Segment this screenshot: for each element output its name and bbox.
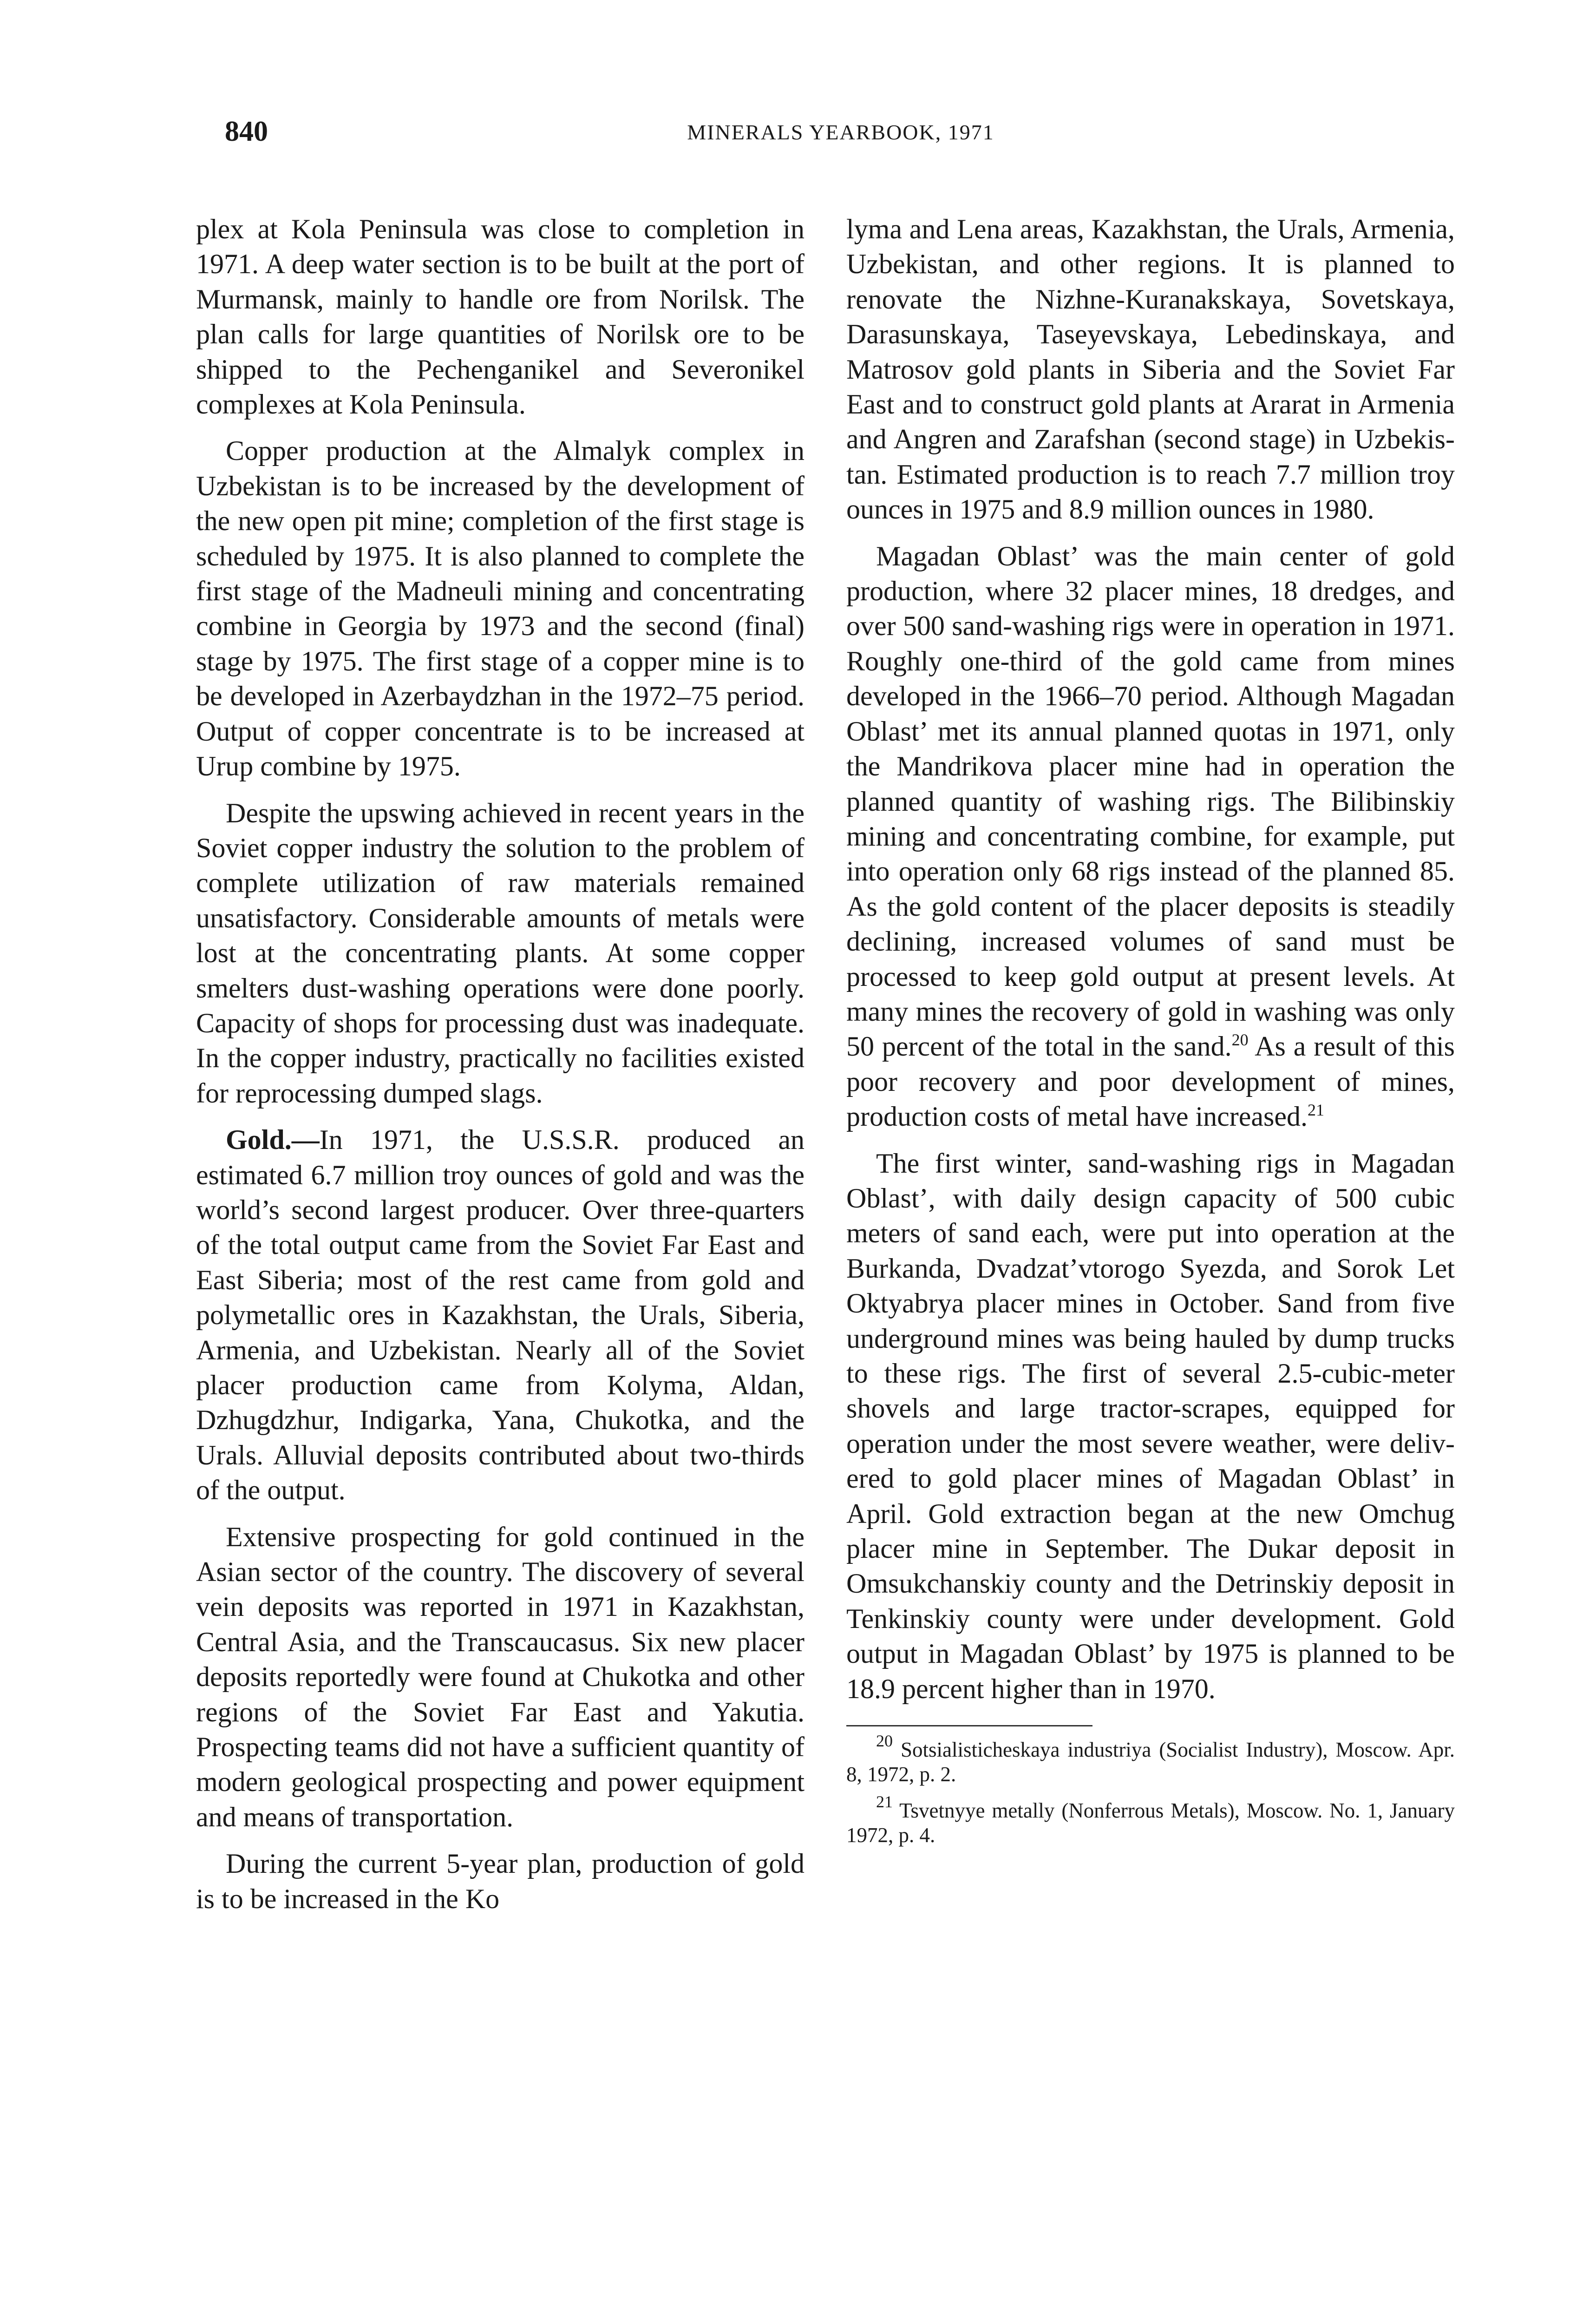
paragraph: The first winter, sand-washing rigs in Magadan Oblast’, with daily design capacity of 500 cubic meters of sand each, were put into operation at the Burkanda, Dvadzat’vtorogo Syezda, and Sorok Let Oktyabrya placer mines in October. Sand from five underground mines was being hauled by dump trucks to these rigs. The first of several 2.5-cubic-meter shovels and large tractor-scrapes, equipped for operation under the most severe weather, were delivered to gold placer mines of Magadan Oblast’ in April. Gold extraction began at the new Omchug placer mine in September. The Dukar deposit in Omsukchanskiy county and the Detrinskiy deposit in Tenkinskiy county were under development. Gold output in Magadan Oblast’ by 1975 is planned to be 18.9 percent higher than in 1970. [846, 1148, 1455, 1704]
footnote-ref: 21 [1308, 1101, 1324, 1120]
paragraph-gold [196, 1122, 805, 1508]
footnotes [846, 1732, 1455, 1848]
footnote [846, 1792, 1455, 1848]
paragraph [846, 539, 1455, 1135]
left-column [196, 212, 805, 1928]
paragraph: plex at Kola Peninsula was close to completion in 1971. A deep water section is to be built at the port of Murmansk, mainly to handle ore from Norilsk. The plan calls for large quantities of Norilsk ore to be shipped to the Pechenganikel and Severonikel complexes at Kola Peninsula. [196, 214, 805, 420]
paragraph-text: As a result of this poor recovery and poor development of mines, production costs of metal have increased. [846, 1031, 1455, 1132]
paragraph: Extensive prospecting for gold continued in the Asian sector of the country. The discovery of several vein deposits was reported in 1971 in Kazakhstan, Central Asia, and the Transcaucasus. Six new placer deposits reportedly were found at Chukotka and other regions of the Soviet Far East and Yakutia. Prospecting teams did not have a sufficient quantity of modern geological prospecting and power equipment and means of transportation. [196, 1521, 805, 1832]
footnote-ref: 20 [1231, 1030, 1249, 1050]
section-heading-gold: Gold.— [226, 1124, 320, 1155]
footnote [846, 1732, 1455, 1787]
paragraph-text: In 1971, the U.S.S.R. produced an estimated 6.7 million troy ounces of gold and was the world’s second largest producer. Over three-quarters of the total output came from the Soviet Far East and East Siberia; most of the rest came from gold and polymetallic ores in Kazakhstan, the Urals, Siberia, Armenia, and Uzbekistan. Nearly all of the Soviet placer production came from Kolyma, Aldan, Dzhugdzhur, Indigarka, Yana, Chukotka, and the Urals. Alluvial deposits contributed about two-thirds of the output. [196, 1124, 805, 1506]
page-number: 840 [225, 116, 268, 147]
footnote-text: Sotsialisticheskaya industriya (Socialist Industry), Moscow. Apr. 8, 1972, p. 2. [846, 1738, 1455, 1786]
footnote-number: 21 [876, 1792, 893, 1811]
footnote-text: Tsvetnyye metally (Nonferrous Metals), Moscow. No. 1, January 1972, p. 4. [846, 1799, 1455, 1847]
paragraph-text: Magadan Oblast’ was the main center of gold production, where 32 placer mines, 18 dredges, and over 500 sand-washing rigs were in operation in 1971. Roughly one-third of the gold came from mines developed in the 1966–70 period. Although Magadan Oblast’ met its annual planned quotas in 1971, only the Mandrikova placer mine had in operation the planned quantity of washing rigs. The Bilibinskiy mining and concentrating combine, for example, put into operation only 68 rigs instead of the planned 85. As the gold content of the placer deposits is steadily declining, increased volumes of sand must be processed to keep gold output at present levels. At many mines the recovery of gold in washing was only 50 percent of the total in the sand. [846, 540, 1455, 1062]
paragraph: During the current 5-year plan, production of gold is to be increased in the Ko [196, 1848, 805, 1914]
right-column [846, 212, 1455, 1859]
paragraph: lyma and Lena areas, Kazakhstan, the Urals, Armenia, Uzbekistan, and other regions. It is planned to renovate the Nizhne-Kuranakskaya, Sovetskaya, Darasunskaya, Taseyevskaya, Lebedinskaya, and Matrosov gold plants in Siberia and the Soviet Far East and to construct gold plants at Ararat in Armenia and Angren and Zarafshan (second stage) in Uzbekistan. Estimated production is to reach 7.7 million troy ounces in 1975 and 8.9 million ounces in 1980. [846, 214, 1455, 525]
paragraph: Despite the upswing achieved in recent years in the Soviet copper industry the solution to the problem of complete utilization of raw materials remained unsatisfactory. Considerable amounts of metals were lost at the concentrating plants. At some copper smelters dust-washing operations were done poorly. Capacity of shops for processing dust was inadequate. In the copper industry, practically no facilities existed for reprocessing dumped slags. [196, 797, 805, 1109]
running-title: MINERALS YEARBOOK, 1971 [687, 120, 994, 144]
footnote-number: 20 [876, 1732, 893, 1751]
paragraph: Copper production at the Almalyk complex in Uzbekistan is to be increased by the development of the new open pit mine; completion of the first stage is scheduled by 1975. It is also planned to complete the first stage of the Madneuli mining and concentrating combine in Georgia by 1973 and the second (final) stage by 1975. The first stage of a copper mine is to be developed in Azerbaydzhan in the 1972–75 period. Output of copper concentrate is to be increased at Urup combine by 1975. [196, 435, 805, 782]
